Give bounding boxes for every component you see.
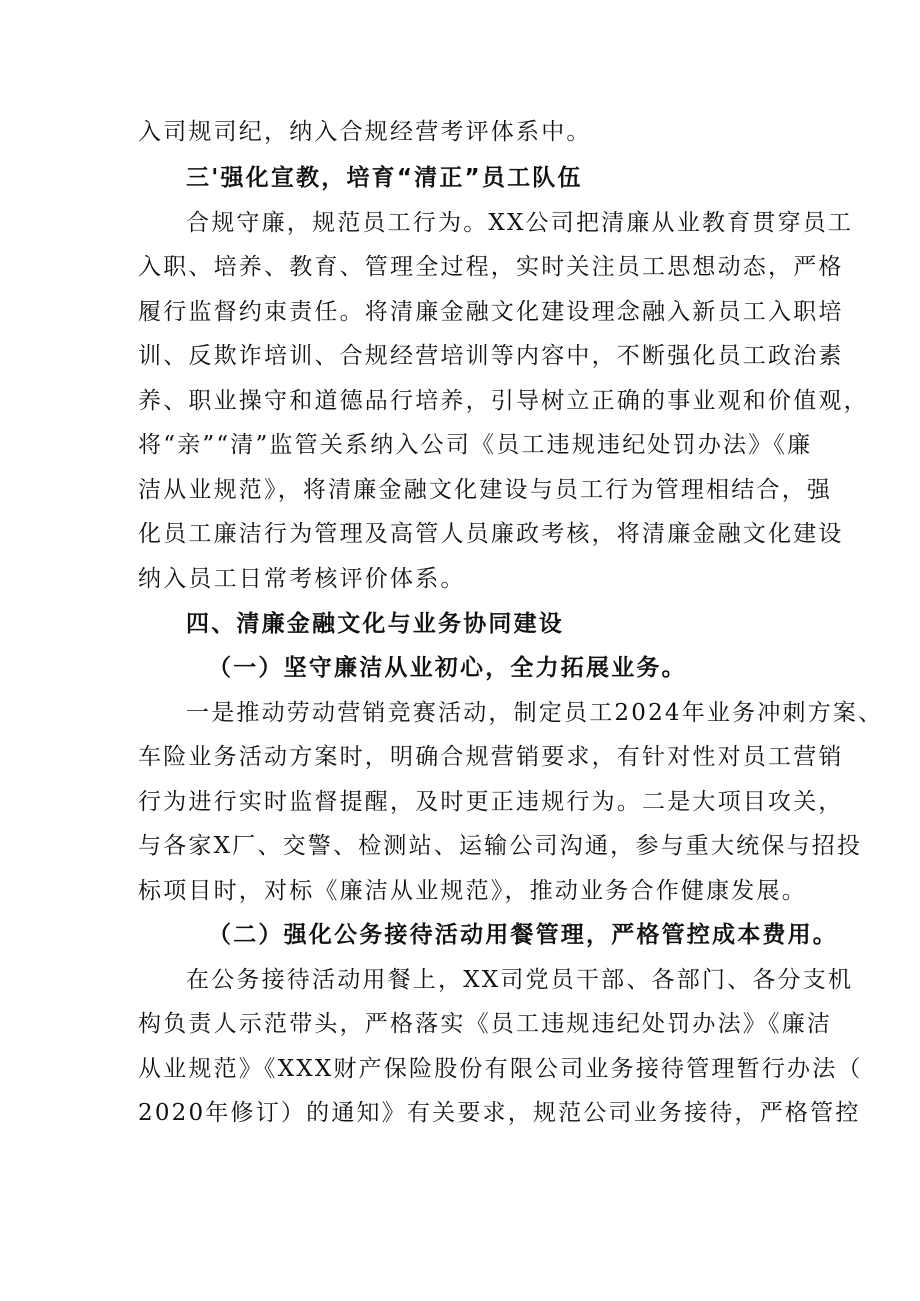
paragraph-line: 车险业务活动方案时，明确合规营销要求，有针对性对员工营销 bbox=[138, 744, 844, 770]
paragraph-line: 入司规司纪，纳入合规经营考评体系中。 bbox=[138, 119, 592, 145]
paragraph-line: 行为进行实时监督提醒，及时更正违规行为。二是大项目攻关， bbox=[138, 789, 844, 815]
paragraph-line: 化员工廉洁行为管理及高管人员廉政考核，将清廉金融文化建设 bbox=[138, 521, 844, 547]
subsection-heading-1: （一）坚守廉洁从业初心，全力拓展业务。 bbox=[208, 655, 687, 681]
section-heading-3: 三'强化宣教，培育“清正”员工队伍 bbox=[186, 165, 583, 191]
paragraph-line: 履行监督约束责任。将清廉金融文化建设理念融入新员工入职培 bbox=[138, 299, 844, 325]
paragraph-line: 养、职业操守和道德品行培养，引导树立正确的事业观和价值观， bbox=[138, 388, 869, 414]
paragraph-line: 训、反欺诈培训、合规经营培训等内容中，不断强化员工政治素 bbox=[138, 343, 844, 369]
paragraph-line: 构负责人示范带头，严格落实《员工违规违纪处罚办法》《廉洁 bbox=[138, 1011, 833, 1037]
paragraph-line: 将“亲”“清”监管关系纳入公司《员工违规违纪处罚办法》《廉 bbox=[138, 432, 813, 458]
section-heading-4: 四、清廉金融文化与业务协同建设 bbox=[186, 611, 564, 637]
paragraph-line: 标项目时，对标《廉洁从业规范》，推动业务合作健康发展。 bbox=[138, 878, 807, 904]
paragraph-line: 一是推动劳动营销竞赛活动，制定员工2024年业务冲刺方案、 bbox=[186, 700, 884, 726]
paragraph-line: 纳入员工日常考核评价体系。 bbox=[138, 566, 466, 592]
paragraph-line: 在公务接待活动用餐上，XX司党员干部、各部门、各分支机 bbox=[186, 967, 854, 993]
paragraph-line: 从业规范》《XXX财产保险股份有限公司业务接待管理暂行办法（ bbox=[138, 1056, 863, 1082]
paragraph-line: 入职、培养、教育、管理全过程，实时关注员工思想动态，严格 bbox=[138, 254, 844, 280]
paragraph-line: 2020年修订）的通知》有关要求，规范公司业务接待，严格管控 bbox=[138, 1100, 861, 1126]
paragraph-line: 合规守廉，规范员工行为。XX公司把清廉从业教育贯穿员工 bbox=[186, 210, 854, 236]
paragraph-line: 与各家X厂、交警、检测站、运输公司沟通，参与重大统保与招投 bbox=[138, 833, 863, 859]
subsection-heading-2: （二）强化公务接待活动用餐管理，严格管控成本费用。 bbox=[208, 922, 838, 948]
paragraph-line: 洁从业规范》，将清廉金融文化建设与员工行为管理相结合，强 bbox=[138, 477, 833, 503]
